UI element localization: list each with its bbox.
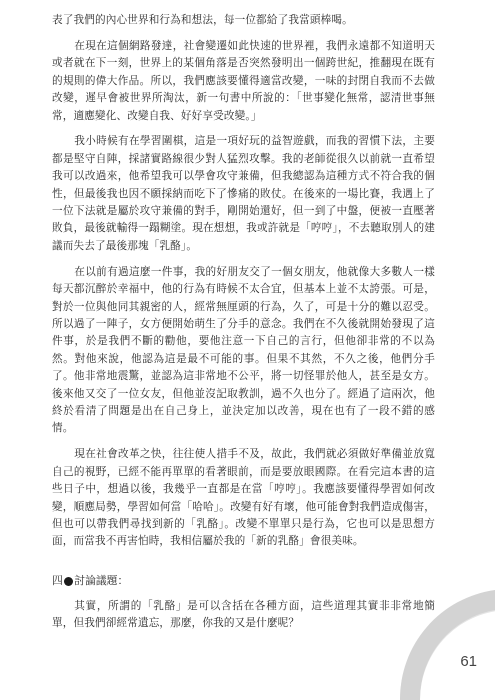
paragraph-3: 我小時候有在學習圍棋，這是一項好玩的益智遊戲，而我的習慣下法，主要都是堅守自陣，採諸實路線很少對人猛烈攻擊。我的老師從很久以前就一直希望我可以改過來，他希望我可以學會攻守兼備，但我總認為這種方式不符合我的個性，但最後我也因不願採納而吃下了慘痛的敗仗。在後來的一場比賽，我遇上了一位下法就是屬於攻守兼備的對手，剛開始還好，但一到了中盤，便被一直壓著敗負，最後就輸得一蹋糊塗。現在想想，我或許就是「哼哼」，不去聽取別人的建議而失去了最後那塊「乳酪」。 (52, 135, 435, 252)
paragraph-2: 在現在這個網路發達，社會變遷如此快速的世界裡，我們永遠都不知道明天或者就在下一刻，世界上的某個角落是否突然發明出一個跨世紀，推翻現在既有的規則的偉大作品。所以，我們應該要懂得適當改變，一味的封閉自我而不去做改變，遲早會被世界所淘汰，新一句書中所說的：「世事變化無常，認清世事無常，適應變化、改變自我、好好享受改變。」 (52, 39, 435, 122)
body-text (52, 12, 435, 559)
discussion-text: 其實，所謂的「乳酪」是可以含括在各種方面，這些道理其實非非常地簡單，但我們卻經常遺忘，那麼，你我的又是什麼呢？ (52, 600, 435, 630)
paragraph-4: 在以前有過這麼一件事，我的好朋友交了一個女朋友，他就像大多數人一樣每天都沉醉於幸福中，他的行為有時候不太合宜，但基本上並不太誇張。可是，對於一位與他同其親密的人，經常無厘頭的行為，久了，可是十分的難以忍受。所以過了一陣子，女方便開始萌生了分手的意念。我們在不久後就開始發現了這件事，於是我們不斷的勸他，要他注意一下自己的言行，但他卻非常的不以為然。對他來說，他認為這是最不可能的事。但果不其然，不久之後，他們分手了。他非常地震驚，並認為這非常地不公平，將一切怪罪於他人，甚至是女方。後來他又交了一位女友，但他並沒記取教訓，過不久也分了。經過了這兩次，他終於看清了問題是出在自己身上，並決定加以改善，現在也有了一段不錯的感情。 (52, 265, 435, 435)
section-heading (52, 573, 128, 589)
page-number: 61 (460, 653, 477, 670)
bullet-dot-icon (64, 577, 73, 586)
paragraph-5: 現在社會改革之快，往往使人措手不及，故此，我們就必須做好準備並放寬自己的視野，已經不能再單單的看著眼前，而是要放眼國際。在看完這本書的這些日子中，想過以後，我幾乎一直都是在當「哼哼」。我應該要懂得學習如何改變，順應局勢，學習如何當「哈哈」。改變有好有壞，他可能會對我們造成傷害，但也可以帶我們尋找到新的「乳酪」。改變不單單只是行為，它也可以是思想方面，而當我不再害怕時，我相信屬於我的「新的乳酪」會很美味。 (52, 448, 435, 548)
section-number: 四 (52, 574, 64, 587)
section-title: 討論議題： (74, 574, 129, 587)
paragraph-1: 表了我們的內心世界和行為和想法，每一位都給了我當頭棒喝。 (52, 14, 353, 26)
corner-arc-decoration-icon (375, 535, 495, 700)
